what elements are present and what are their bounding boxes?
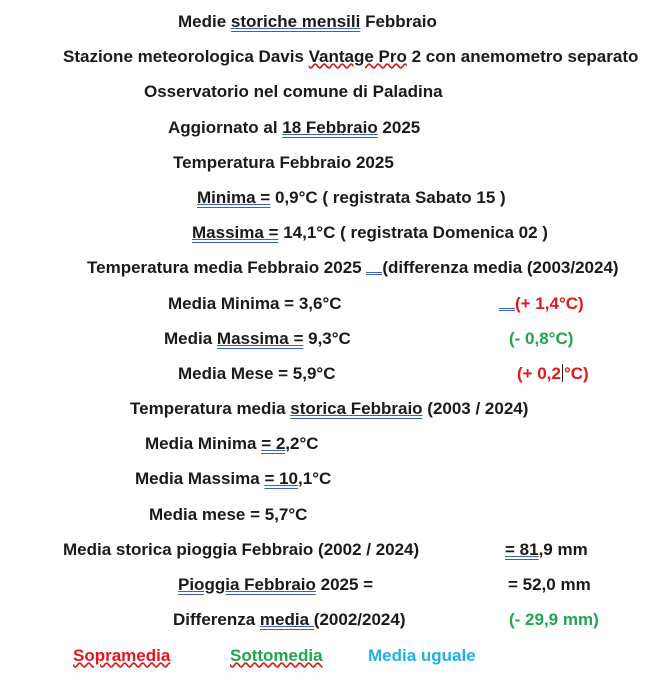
page-title bbox=[178, 11, 437, 33]
rain-diff-label-part: Differenza bbox=[173, 610, 260, 629]
title-part: Medie bbox=[178, 12, 231, 31]
rain-month-label-part: Pioggia Febbraio bbox=[178, 575, 316, 594]
updated-part: 18 Febbraio bbox=[282, 118, 378, 137]
average-mean-diff-part: °C) bbox=[563, 364, 589, 383]
average-max-part: Media bbox=[164, 329, 217, 348]
average-mean-line: Media Mese = 5,9°C bbox=[178, 364, 336, 383]
legend-below bbox=[230, 645, 323, 667]
rain-diff-label-part: 2002/2024) bbox=[319, 610, 406, 629]
title-part: Febbraio bbox=[360, 12, 437, 31]
observatory-line: Osservatorio nel comune di Paladina bbox=[144, 82, 443, 101]
historic-heading-part: (2003 / 2024) bbox=[422, 399, 529, 418]
temperature-heading: Temperatura Febbraio 2025 bbox=[173, 153, 394, 172]
average-min-line: Media Minima = 3,6°C bbox=[168, 294, 342, 313]
rain-month-label bbox=[178, 574, 373, 596]
rain-history-value-part: = 81 bbox=[505, 540, 539, 559]
historic-max-line bbox=[135, 468, 331, 490]
rain-diff-label bbox=[173, 609, 405, 631]
difference-heading: (differenza media (2003/2024) bbox=[382, 258, 619, 277]
legend-below-text: Sottomedia bbox=[230, 646, 323, 665]
average-mean-diff bbox=[517, 363, 589, 385]
rain-history-label: Media storica pioggia Febbraio (2002 / 2024) bbox=[63, 540, 420, 559]
average-mean-diff-part: (+ 0,2 bbox=[517, 364, 561, 383]
historic-max-part: = 10 bbox=[264, 469, 299, 488]
average-heading-text: Temperatura media Febbraio 2025 bbox=[87, 258, 367, 277]
average-max-diff: (- 0,8°C) bbox=[509, 329, 574, 348]
maximum-label: Massima = bbox=[192, 223, 279, 242]
rain-diff-value: (- 29,9 mm) bbox=[509, 610, 599, 629]
station-part: Vantage Pro bbox=[308, 47, 407, 66]
updated-line bbox=[168, 117, 420, 139]
historic-max-part: Media Massima bbox=[135, 469, 265, 488]
historic-mean-line: Media mese = 5,7°C bbox=[149, 505, 308, 524]
maximum-line bbox=[192, 222, 548, 244]
average-min-diff-value: (+ 1,4°C) bbox=[515, 294, 584, 313]
average-min-diff bbox=[499, 293, 584, 315]
historic-min-part: ,2°C bbox=[285, 434, 319, 453]
average-heading bbox=[87, 257, 619, 279]
historic-heading bbox=[130, 398, 528, 420]
historic-min-part: = 2 bbox=[261, 434, 286, 453]
historic-max-part: ,1°C bbox=[298, 469, 332, 488]
minimum-line bbox=[197, 187, 506, 209]
rain-diff-label-part: media ( bbox=[259, 610, 320, 629]
updated-part: 2025 bbox=[377, 118, 421, 137]
station-part: 2 con anemometro separato bbox=[406, 47, 639, 66]
legend-above bbox=[73, 645, 170, 667]
historic-heading-part: Temperatura media bbox=[130, 399, 291, 418]
historic-min-part: Media Minima bbox=[145, 434, 262, 453]
historic-min-line bbox=[145, 433, 319, 455]
edit-marker-icon bbox=[366, 264, 382, 275]
rain-month-label-part: 2025 = bbox=[315, 575, 374, 594]
title-part: storiche mensili bbox=[230, 12, 361, 31]
rain-history-value bbox=[505, 539, 588, 561]
maximum-value: 14,1°C ( registrata Domenica 02 ) bbox=[278, 223, 548, 242]
minimum-value: 0,9°C ( registrata Sabato 15 ) bbox=[270, 188, 506, 207]
station-line bbox=[63, 46, 638, 68]
legend-above-text: Sopramedia bbox=[73, 646, 171, 665]
average-max-part: Massima = bbox=[216, 329, 304, 348]
historic-heading-part: storica Febbraio bbox=[290, 399, 423, 418]
legend-equal: Media uguale bbox=[368, 646, 476, 665]
updated-part: Aggiornato al bbox=[168, 118, 283, 137]
minimum-label: Minima = bbox=[197, 188, 271, 207]
text-cursor-icon bbox=[562, 364, 563, 382]
rain-history-value-part: ,9 mm bbox=[538, 540, 588, 559]
average-max-line bbox=[164, 328, 351, 350]
station-part: Stazione meteorologica Davis bbox=[63, 47, 309, 66]
edit-marker-icon bbox=[499, 300, 515, 311]
average-max-part: 9,3°C bbox=[303, 329, 351, 348]
rain-month-value: = 52,0 mm bbox=[508, 575, 591, 594]
